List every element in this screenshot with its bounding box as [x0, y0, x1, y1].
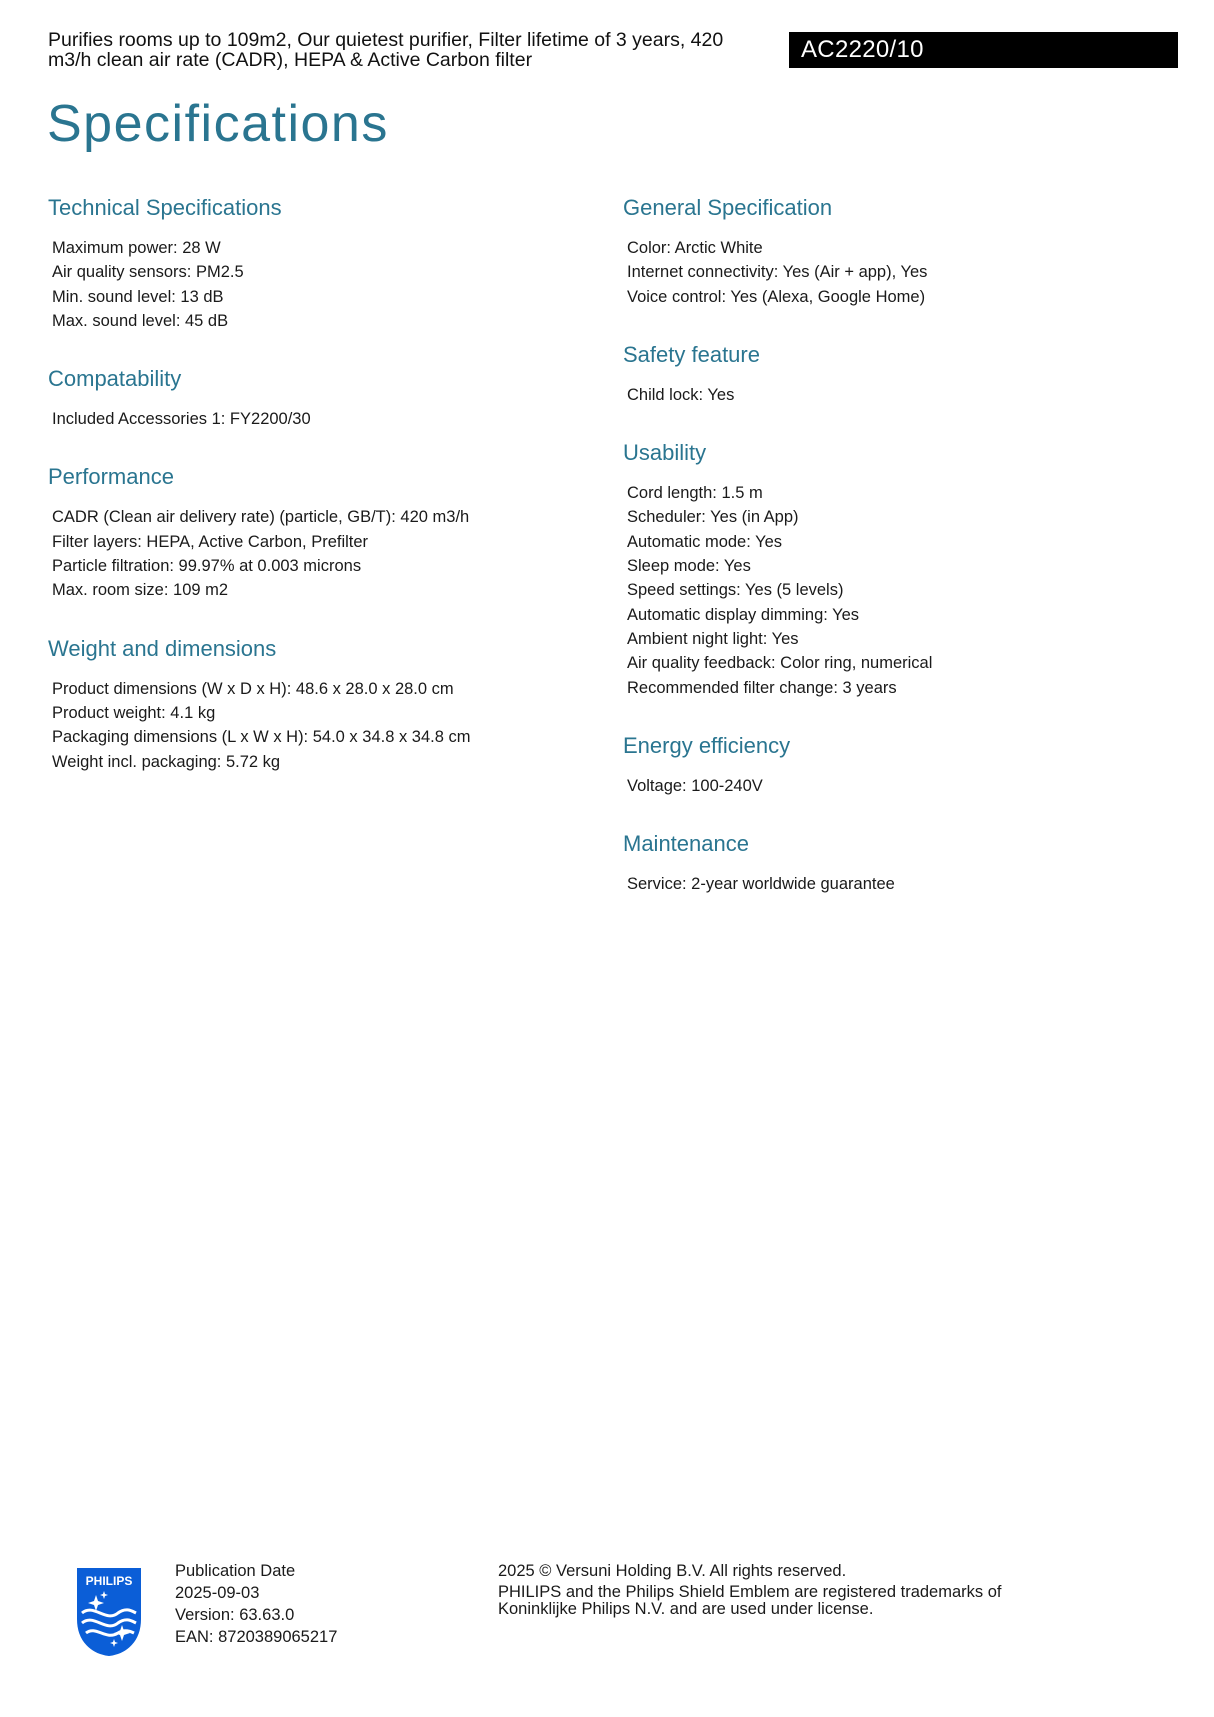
version-text: Version: 63.63.0	[175, 1606, 295, 1624]
spec-section-compatability	[48, 363, 568, 431]
spec-item: Cord length: 1.5 m	[627, 484, 763, 503]
logo-wordmark: PHILIPS	[85, 1574, 133, 1588]
spec-item: Product dimensions (W x D x H): 48.6 x 28.0 x 28.0 cm	[52, 679, 454, 698]
spec-item: Voice control: Yes (Alexa, Google Home)	[627, 287, 926, 306]
spec-item: Service: 2-year worldwide guarantee	[627, 875, 895, 894]
page-title: Specifications	[47, 95, 389, 153]
philips-shield-icon	[76, 1567, 142, 1657]
spec-item: Speed settings: Yes (5 levels)	[627, 581, 844, 600]
spec-item: Maximum power: 28 W	[52, 239, 221, 257]
spec-item: Weight incl. packaging: 5.72 kg	[52, 752, 281, 771]
spec-item: Recommended filter change: 3 years	[627, 678, 897, 697]
spec-item: CADR (Clean air delivery rate) (particle, GB/T): 420 m3/h	[52, 508, 470, 527]
section-heading: General Specification	[623, 195, 833, 220]
spec-section-maintenance	[623, 828, 1163, 896]
philips-shield-logo	[76, 1567, 142, 1657]
legal-info	[498, 1560, 1058, 1618]
spec-list	[623, 774, 1163, 798]
spec-list	[623, 872, 1163, 896]
left-spec-column	[48, 192, 568, 804]
section-heading: Technical Specifications	[48, 195, 282, 220]
spec-item: Voltage: 100-240V	[627, 776, 763, 795]
spec-item: Min. sound level: 13 dB	[52, 287, 224, 306]
spec-item: Sleep mode: Yes	[627, 557, 751, 576]
publication-label: Publication Date	[175, 1562, 296, 1580]
section-heading: Energy efficiency	[623, 732, 791, 758]
ean-text: EAN: 8720389065217	[175, 1628, 338, 1646]
spec-item: Filter layers: HEPA, Active Carbon, Prefilter	[52, 532, 369, 551]
spec-list	[623, 383, 1163, 407]
spec-item: Color: Arctic White	[627, 239, 763, 257]
publication-date: 2025-09-03	[175, 1584, 260, 1602]
spec-section-weight-and-dimensions	[48, 633, 568, 774]
trademark-text: PHILIPS and the Philips Shield Emblem are registered trademarks of Koninklijke Philips N.V. and are used under license.	[498, 1583, 1002, 1618]
spec-section-performance	[48, 461, 568, 602]
publication-info	[175, 1560, 337, 1648]
spec-item: Air quality sensors: PM2.5	[52, 263, 244, 282]
spec-item: Included Accessories 1: FY2200/30	[52, 410, 311, 429]
product-description: Purifies rooms up to 109m2, Our quietest purifier, Filter lifetime of 3 years, 420 m3/h clean air rate (CADR), HEPA & Active Carbon filter	[48, 29, 724, 71]
spec-section-technical-specifications	[48, 192, 568, 333]
spec-item: Packaging dimensions (L x W x H): 54.0 x 34.8 x 34.8 cm	[52, 728, 471, 747]
spec-list	[48, 407, 568, 431]
section-heading: Maintenance	[623, 831, 749, 857]
spec-list	[623, 481, 1163, 700]
spec-item: Particle filtration: 99.97% at 0.003 microns	[52, 557, 362, 576]
spec-item: Automatic mode: Yes	[627, 532, 783, 551]
section-heading: Weight and dimensions	[48, 635, 277, 661]
spec-item: Automatic display dimming: Yes	[627, 605, 860, 624]
section-heading: Usability	[623, 440, 707, 466]
model-number-badge: AC2220/10	[789, 32, 1178, 68]
spec-item: Max. sound level: 45 dB	[52, 311, 229, 330]
spec-item: Internet connectivity: Yes (Air + app), Yes	[627, 263, 928, 282]
spec-item: Child lock: Yes	[627, 385, 735, 404]
spec-list	[48, 236, 568, 333]
spec-item: Scheduler: Yes (in App)	[627, 508, 799, 527]
spec-item: Max. room size: 109 m2	[52, 581, 229, 600]
copyright-text: 2025 © Versuni Holding B.V. All rights reserved.	[498, 1562, 847, 1580]
spec-list	[48, 677, 568, 774]
spec-item: Product weight: 4.1 kg	[52, 703, 216, 722]
spec-section-safety-feature	[623, 339, 1163, 407]
section-heading: Safety feature	[623, 341, 760, 367]
right-spec-column	[623, 192, 1163, 926]
spec-section-usability	[623, 437, 1163, 700]
section-heading: Performance	[48, 464, 174, 490]
section-heading: Compatability	[48, 366, 182, 392]
spec-section-general-specification	[623, 192, 1163, 309]
spec-item: Air quality feedback: Color ring, numerical	[627, 654, 933, 673]
spec-list	[48, 505, 568, 602]
spec-section-energy-efficiency	[623, 730, 1163, 798]
spec-item: Ambient night light: Yes	[627, 629, 799, 648]
spec-list	[623, 236, 1163, 309]
